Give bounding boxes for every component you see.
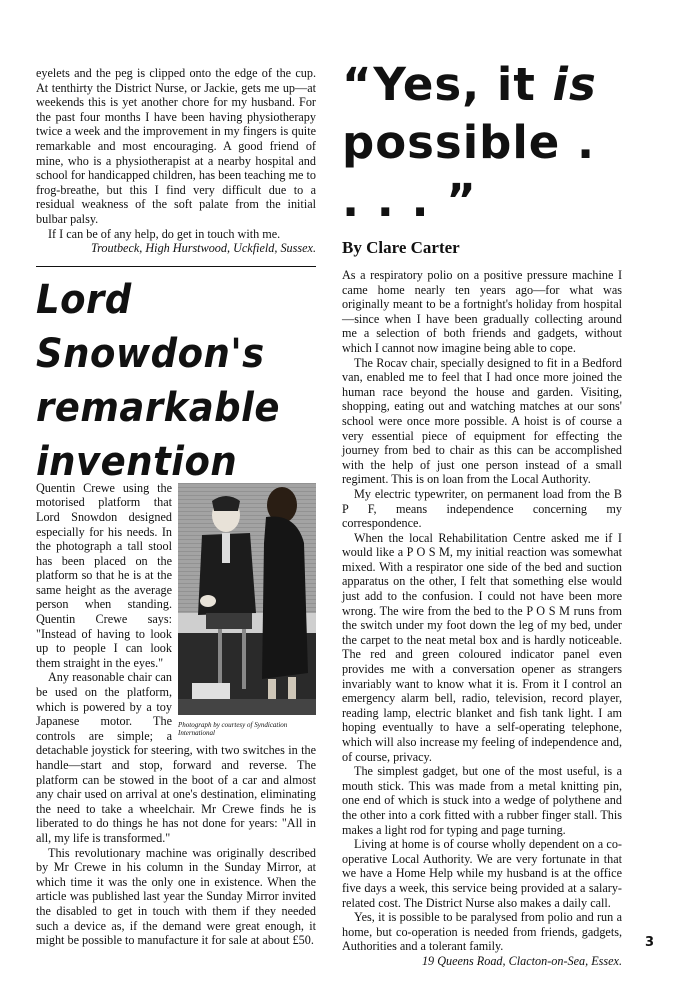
help-paragraph: If I can be of any help, do get in touch with me. (48, 226, 281, 241)
photo-credit: Photograph by courtesy of Syndication International (178, 720, 288, 737)
intro-paragraph: eyelets and the peg is clipped onto the edge of the cup. At tenthirty the District Nurse, or Jackie, gets me up—at weekends this is yet another chore for my husband. For the past four months I have been having physiotherapy twice a week and the improvement in my fingers is quite remarkable and most encouraging. A good friend of mine, who is a physiotherapist at a nearby hospital and school for handicapped children, has been teaching me to frog-breathe, but this I find very difficult due to a residual weakness of the soft palate from the initial bulbar palsy. (36, 66, 316, 226)
article-paragraph-5: The simplest gadget, but one of the most useful, is a mouth stick. This was made from a metal knitting pin, one end of which is stuck into a wedge of polythene and the other into a cork fitted with a rubber finger stall. This makes a light rod for typing and page turning. (342, 764, 622, 837)
page-number: 3 (644, 935, 654, 950)
article-paragraph-7: Yes, it is possible to be paralysed from polio and run a home, but co-operation is needed from friends, gadgets, Authorities and a tolerant family. (342, 910, 622, 954)
signature-address: Troutbeck, High Hurstwood, Uckfield, Sussex. (91, 241, 316, 256)
snowdon-paragraph-2: Any reasonable chair can be used on the platform, which is powered by a toy Japanese motor. The controls are simple; a detachable joystick for steering, with two switches in the handle—start and stop, forward and reverse. The platform can be stowed in the boot of a car and almost any chair used on arrival at one's destination, eliminating the need to take a wheelchair. Mr Crewe finds he is liberated to do things he has not done for years: "All in all, my life is transformed." (36, 670, 316, 845)
snowdon-headline: Lord Snowdon's remarkable invention (36, 275, 280, 485)
left-column (36, 66, 316, 948)
article-paragraph-3: My electric typewriter, on permanent load from the B P F, means independence concerning my correspondence. (342, 486, 622, 531)
snowdon-paragraph-1: Quentin Crewe using the motorised platform that Lord Snowdon designed especially for his needs. In the photograph a tall stool has been placed on the platform so that he is at the same height as the average person when standing. Quentin Crewe says: "Instead of having to look up to people I can look them straight in the eyes." (36, 480, 172, 670)
snowdon-paragraph-3: This revolutionary machine was originally described by Mr Crewe in his column in the Sunday Mirror, at which time it was the only one in existence. When the article was published last year the Sunday Mirror invited the disabled to get in touch with them if they needed such a device as, if the demand were great enough, it might be possible to manufacture it for sale at about £50. (36, 845, 316, 948)
article-paragraph-2: The Rocav chair, specially designed to fit in a Bedford van, enabled me to feel that I had once more joined the human race beyond the house and garden. Visiting, shopping, eating out and watching matches at our sons' school were once more possible. A hoist is of course a very essential piece of equipment for effecting the journey from bed to chair as this can be accomplished with the help of just one person instead of a small regiment. This is on loan from the Local Authority. (342, 355, 622, 487)
article-paragraph-6: Living at home is of course wholly dependent on a co-operative Local Authority. We are very fortunate in that we have a Home Help while my husband is at the office five days a week, this service being provided at a salary-related cost. The District Nurse also makes a daily call. (342, 837, 622, 910)
headline-italic-word: is (552, 58, 597, 111)
section-divider (36, 266, 316, 267)
photo-figure (178, 483, 316, 737)
photograph (178, 483, 316, 715)
headline-line-1: “Yes, it is (342, 58, 597, 111)
article-paragraph-1: As a respiratory polio on a positive pressure machine I came home nearly ten years ago—for what was originally meant to be a fortnight's holiday from hospital—since when I have been gradually collecting around me a selection of both friends and gadgets, without which I cannot now imagine being able to cope. (342, 268, 622, 355)
right-column (342, 56, 622, 969)
byline: By Clare Carter (342, 238, 460, 257)
headline-line-2: possible . . . . ” (342, 116, 596, 227)
article-headline (342, 56, 622, 230)
author-address: 19 Queens Road, Clacton-on-Sea, Essex. (421, 953, 622, 968)
article-paragraph-4: When the local Rehabilitation Centre asked me if I would like a P O S M, my initial reaction was somewhat mixed. With a respirator one side of the bed and suction apparatus on the other, I felt that something else would just add to the confusion. I could not have been more wrong. The wire from the bed to the P O S M runs from the switch under my foot down the leg of my bed, under the carpet to the neat metal box and is hardly noticeable. The red and green coloured indicator panel even provides me with a conversation opener as strangers invariably want to know what it is. From it I control an emergency alarm bell, radio, television, record player, reading lamp, electric blanket and fish tank light. I am hoping eventually to have a self-operating telephone, which will also increase my feeling of independence and, of course, privacy. (342, 530, 622, 764)
